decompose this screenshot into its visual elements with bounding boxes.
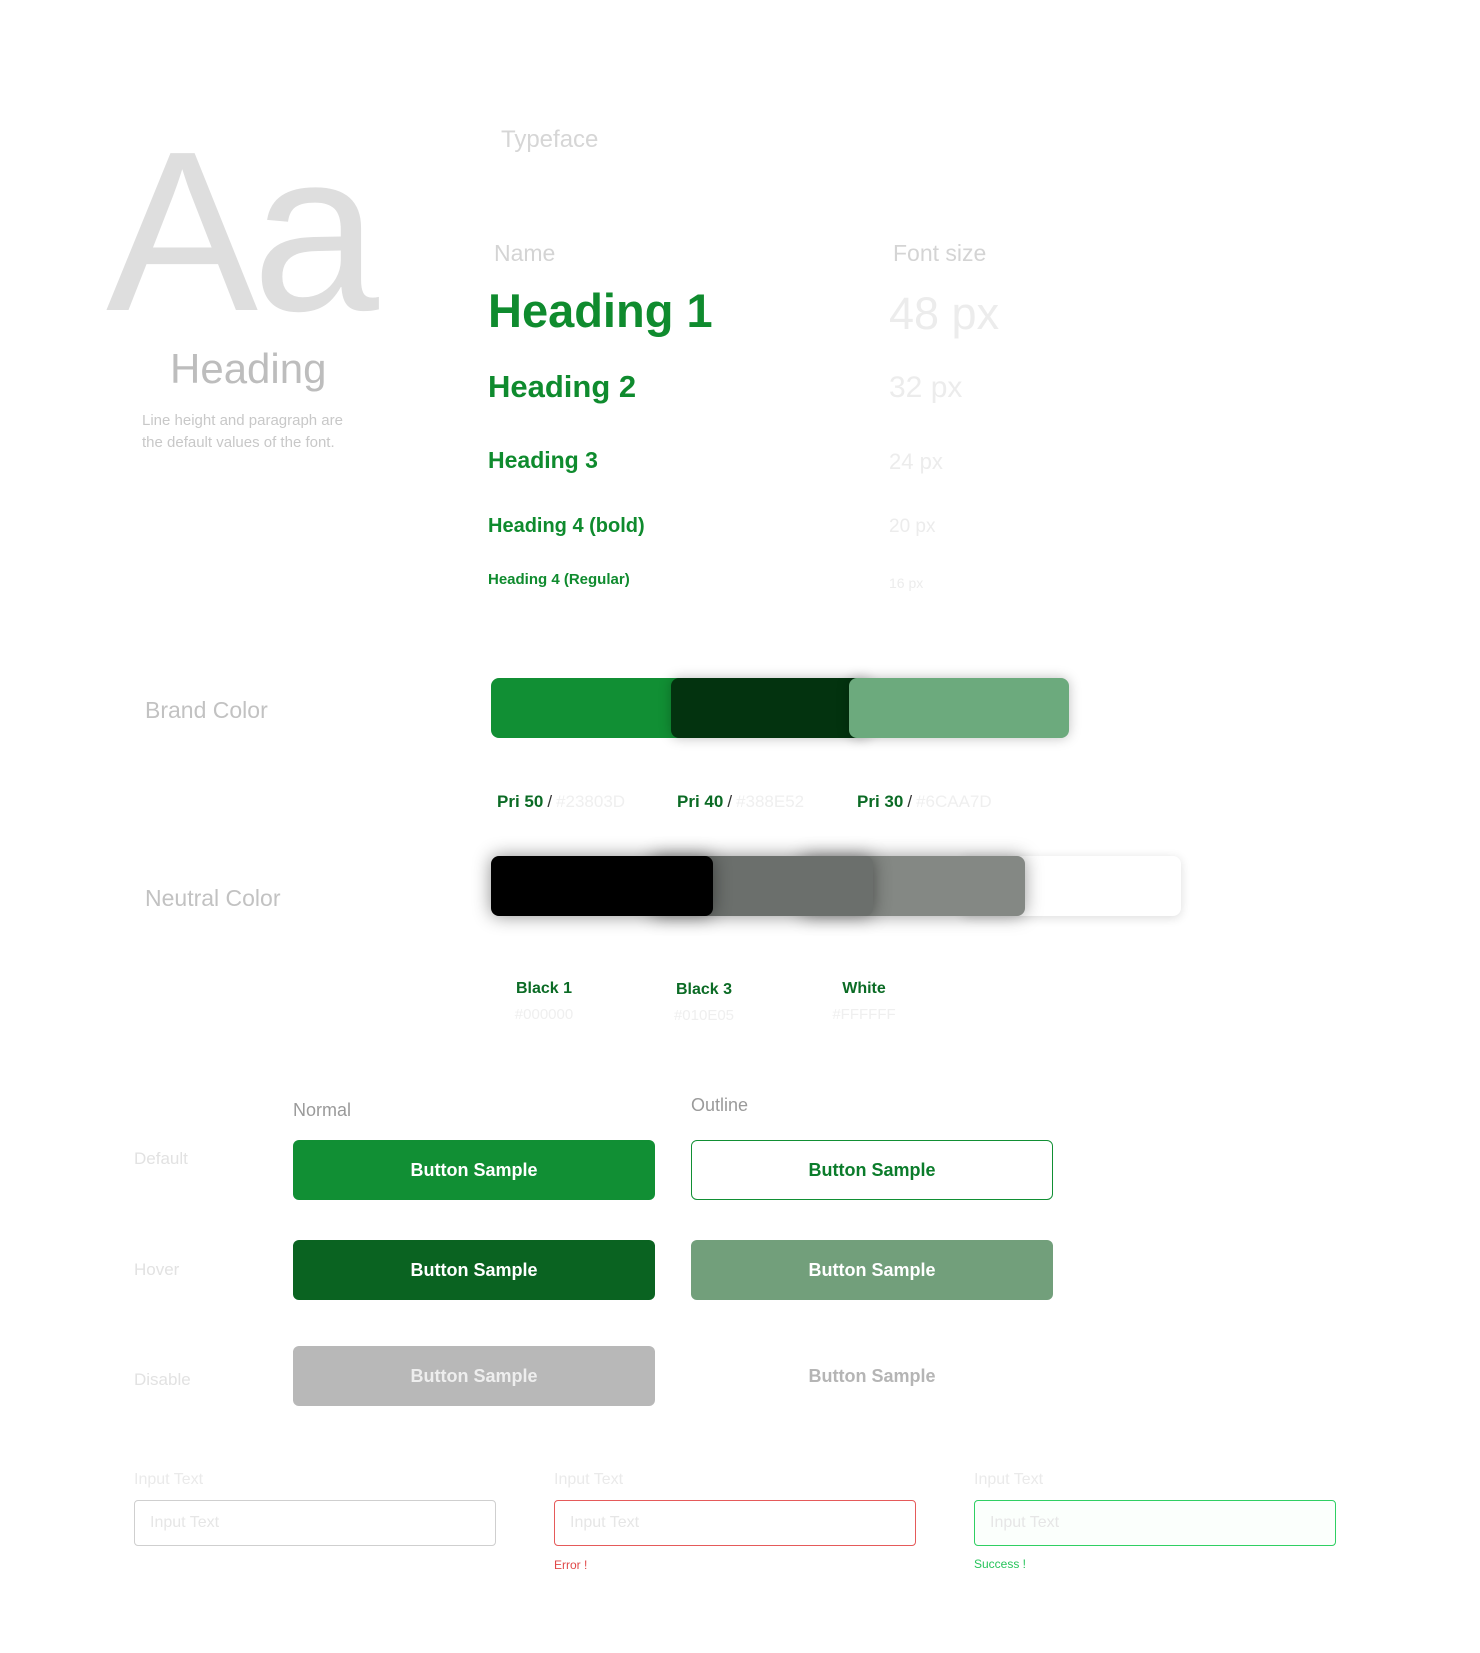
brand-swatch-label-pri-30: Pri 30 / #6CAA7D (857, 792, 992, 811)
brand-swatch-pri-30 (849, 678, 1069, 738)
typeface-title: Typeface (501, 126, 599, 153)
typeface-description: Line height and paragraph are the default values of the font. (142, 412, 343, 451)
typeface-sample: Aa (106, 105, 373, 359)
typeface-sample-label: Heading (170, 345, 327, 392)
swatch-name: Pri 50 (497, 792, 544, 811)
button-outline-disabled: Button Sample (808, 1365, 936, 1386)
neutral-swatch-name-black-1: Black 1 (515, 980, 573, 997)
column-header-name: Name (494, 240, 556, 266)
brand-color-label: Brand Color (145, 697, 268, 723)
button-group-outline-label: Outline (691, 1095, 749, 1115)
swatch-name: Pri 40 (677, 792, 724, 811)
neutral-swatch-name-black-3: Black 3 (675, 981, 733, 998)
button-group-normal-label: Normal (293, 1100, 352, 1120)
button-normal-disabled: Button Sample (293, 1346, 655, 1406)
input-default[interactable]: Input Text (134, 1500, 496, 1546)
brand-swatch-label-pri-50: Pri 50 / #23803D (497, 792, 626, 811)
brand-swatch-label-pri-40: Pri 40 / #388E52 (677, 792, 805, 811)
input-success-label: Input Text (974, 1471, 1044, 1488)
neutral-swatch-hex-black-1: #000000 (514, 1006, 574, 1023)
input-error[interactable]: Input Text (554, 1500, 916, 1546)
heading-3-sample: Heading 3 (488, 447, 598, 473)
swatch-hex: #388E52 (736, 792, 805, 811)
button-state-disable-label: Disable (134, 1370, 191, 1389)
neutral-swatch-black-1 (491, 856, 713, 916)
heading-4-bold-size: 20 px (889, 516, 936, 537)
button-outline-default[interactable]: Button Sample (691, 1140, 1053, 1200)
button-outline-hover[interactable]: Button Sample (691, 1240, 1053, 1300)
neutral-swatch-hex-black-3: #010E05 (673, 1007, 735, 1024)
brand-color-bar (491, 678, 1069, 738)
heading-1-size: 48 px (889, 288, 1000, 339)
input-error-label: Input Text (554, 1471, 624, 1488)
brand-swatch-pri-50 (491, 678, 691, 738)
button-normal-hover[interactable]: Button Sample (293, 1240, 655, 1300)
input-error-message: Error ! (554, 1558, 588, 1572)
neutral-color-label: Neutral Color (145, 885, 281, 911)
swatch-hex: #23803D (556, 792, 626, 811)
input-success[interactable]: Input Text (974, 1500, 1336, 1546)
heading-4-regular-sample: Heading 4 (Regular) (488, 571, 630, 588)
heading-4-bold-sample: Heading 4 (bold) (488, 515, 645, 537)
swatch-hex: #6CAA7D (916, 792, 992, 811)
neutral-swatch-hex-white: #FFFFFF (832, 1006, 896, 1023)
swatch-name: Pri 30 (857, 792, 904, 811)
heading-1-sample: Heading 1 (488, 284, 713, 337)
brand-swatch-pri-40 (671, 678, 871, 738)
neutral-color-bar (491, 856, 1181, 916)
input-default-label: Input Text (134, 1471, 204, 1488)
column-header-font-size: Font size (893, 240, 987, 266)
neutral-swatch-name-white: White (842, 980, 886, 997)
heading-4-regular-size: 16 px (889, 575, 924, 591)
button-state-default-label: Default (134, 1149, 188, 1168)
heading-2-size: 32 px (889, 371, 963, 404)
heading-2-sample: Heading 2 (488, 369, 637, 404)
button-state-hover-label: Hover (134, 1260, 180, 1279)
heading-3-size: 24 px (889, 449, 943, 474)
input-success-message: Success ! (974, 1557, 1027, 1571)
button-normal-default[interactable]: Button Sample (293, 1140, 655, 1200)
